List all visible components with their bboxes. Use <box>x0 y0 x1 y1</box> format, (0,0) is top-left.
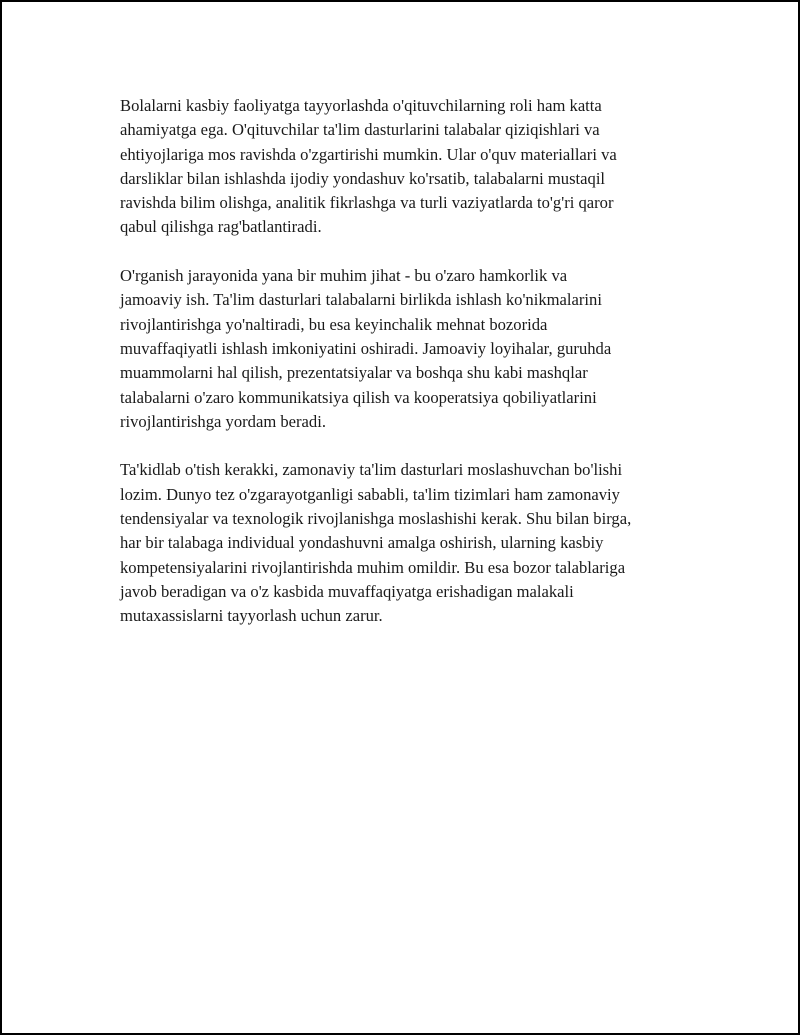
document-body <box>120 94 720 653</box>
paragraph-2 <box>120 264 720 434</box>
text-line: javob beradigan va o'z kasbida muvaffaqiyatga erishadigan malakali <box>120 581 574 601</box>
text-line: qabul qilishga rag'batlantiradi. <box>120 217 322 237</box>
text-line: muammolarni hal qilish, prezentatsiyalar va boshqa shu kabi mashqlar <box>120 363 588 383</box>
text-line: kompetensiyalarini rivojlantirishda muhim omildir. Bu esa bozor talablariga <box>120 557 626 577</box>
text-line: darsliklar bilan ishlashda ijodiy yondashuv ko'rsatib, talabalarni mustaqil <box>120 168 606 188</box>
paragraph-1 <box>120 94 720 240</box>
text-line: rivojlantirishga yordam beradi. <box>120 411 326 431</box>
text-line: talabalarni o'zaro kommunikatsiya qilish va kooperatsiya qobiliyatlarini <box>120 387 597 407</box>
text-line: O'rganish jarayonida yana bir muhim jihat - bu o'zaro hamkorlik va <box>120 266 568 286</box>
text-line: Bolalarni kasbiy faoliyatga tayyorlashda o'qituvchilarning roli ham katta <box>120 96 602 115</box>
text-line: rivojlantirishga yo'naltiradi, bu esa keyinchalik mehnat bozorida <box>120 314 548 334</box>
text-line: mutaxassislarni tayyorlash uchun zarur. <box>120 606 383 626</box>
text-line: jamoaviy ish. Ta'lim dasturlari talabalarni birlikda ishlash ko'nikmalarini <box>120 290 602 310</box>
text-line: har bir talabaga individual yondashuvni amalga oshirish, ularning kasbiy <box>120 533 604 553</box>
text-line: Ta'kidlab o'tish kerakki, zamonaviy ta'lim dasturlari moslashuvchan bo'lishi <box>120 460 623 480</box>
text-line: ehtiyojlariga mos ravishda o'zgartirishi mumkin. Ular o'quv materiallari va <box>120 144 617 164</box>
paragraph-3 <box>120 458 720 628</box>
text-line: tendensiyalar va texnologik rivojlanishga moslashishi kerak. Shu bilan birga, <box>120 509 632 529</box>
text-line: lozim. Dunyo tez o'zgarayotganligi sababli, ta'lim tizimlari ham zamonaviy <box>120 484 620 504</box>
text-line: ahamiyatga ega. O'qituvchilar ta'lim dasturlarini talabalar qiziqishlari va <box>120 120 600 140</box>
text-line: ravishda bilim olishga, analitik fikrlashga va turli vaziyatlarda to'g'ri qaror <box>120 193 614 213</box>
text-line: muvaffaqiyatli ishlash imkoniyatini oshiradi. Jamoaviy loyihalar, guruhda <box>120 338 612 358</box>
